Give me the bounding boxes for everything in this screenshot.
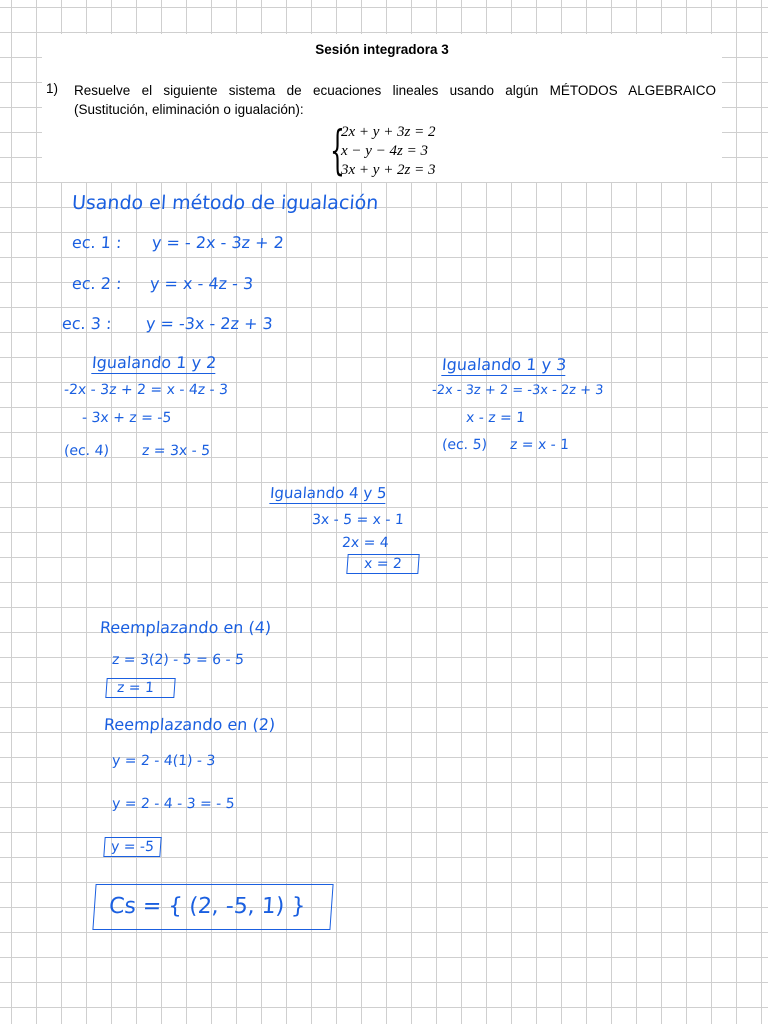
z-result-box: z = 1	[105, 678, 175, 698]
y-result-box: y = -5	[103, 837, 161, 857]
step-a-line3: z = 3x - 5	[141, 443, 211, 459]
step-b-label: (ec. 5)	[441, 437, 488, 453]
document-title: Sesión integradora 3	[315, 42, 449, 57]
step-b-line1: -2x - 3z + 2 = -3x - 2z + 3	[431, 383, 604, 398]
replace-4-line1: z = 3(2) - 5 = 6 - 5	[111, 652, 245, 668]
question-text-line2: (Sustitución, eliminación o igualación):	[74, 102, 304, 117]
step-b-line3: z = x - 1	[509, 437, 570, 453]
equation-3-expr: y = -3x - 2z + 3	[145, 314, 274, 333]
equation-2-label: ec. 2 :	[71, 274, 123, 293]
step-a-line1: -2x - 3z + 2 = x - 4z - 3	[63, 382, 229, 398]
x-result-box: x = 2	[346, 554, 419, 574]
step-b-line2: x - z = 1	[465, 410, 526, 426]
equation-1-label: ec. 1 :	[71, 233, 123, 252]
system-equation-2: x − y − 4z = 3	[341, 143, 429, 159]
equation-2-expr: y = x - 4z - 3	[149, 274, 254, 293]
method-title: Usando el método de igualación	[71, 192, 380, 214]
equation-1-expr: y = - 2x - 3z + 2	[151, 233, 285, 252]
printed-question-block	[42, 34, 722, 182]
step-b-heading: Igualando 1 y 3	[441, 355, 567, 374]
step-c-line2: 2x = 4	[341, 535, 390, 551]
replace-2-line2: y = 2 - 4 - 3 = - 5	[111, 796, 236, 812]
step-a-heading: Igualando 1 y 2	[91, 353, 217, 372]
step-a-label: (ec. 4)	[63, 443, 110, 459]
system-equation-3: 3x + y + 2z = 3	[341, 162, 436, 178]
question-text-line1: Resuelve el siguiente sistema de ecuaciones lineales usando algún MÉTODOS ALGEBRAICO	[74, 83, 716, 98]
replace-2-heading: Reemplazando en (2)	[103, 715, 276, 734]
system-equation-1: 2x + y + 3z = 2	[341, 124, 436, 140]
left-brace: {	[330, 121, 345, 181]
question-number: 1)	[46, 81, 59, 96]
final-answer-box: Cs = { (2, -5, 1) }	[92, 884, 333, 930]
step-a-line2: - 3x + z = -5	[81, 410, 172, 426]
equation-3-label: ec. 3 :	[61, 314, 113, 333]
replace-4-heading: Reemplazando en (4)	[99, 618, 272, 637]
replace-2-line1: y = 2 - 4(1) - 3	[111, 753, 216, 769]
step-c-line1: 3x - 5 = x - 1	[311, 512, 405, 528]
step-c-heading: Igualando 4 y 5	[269, 484, 388, 502]
